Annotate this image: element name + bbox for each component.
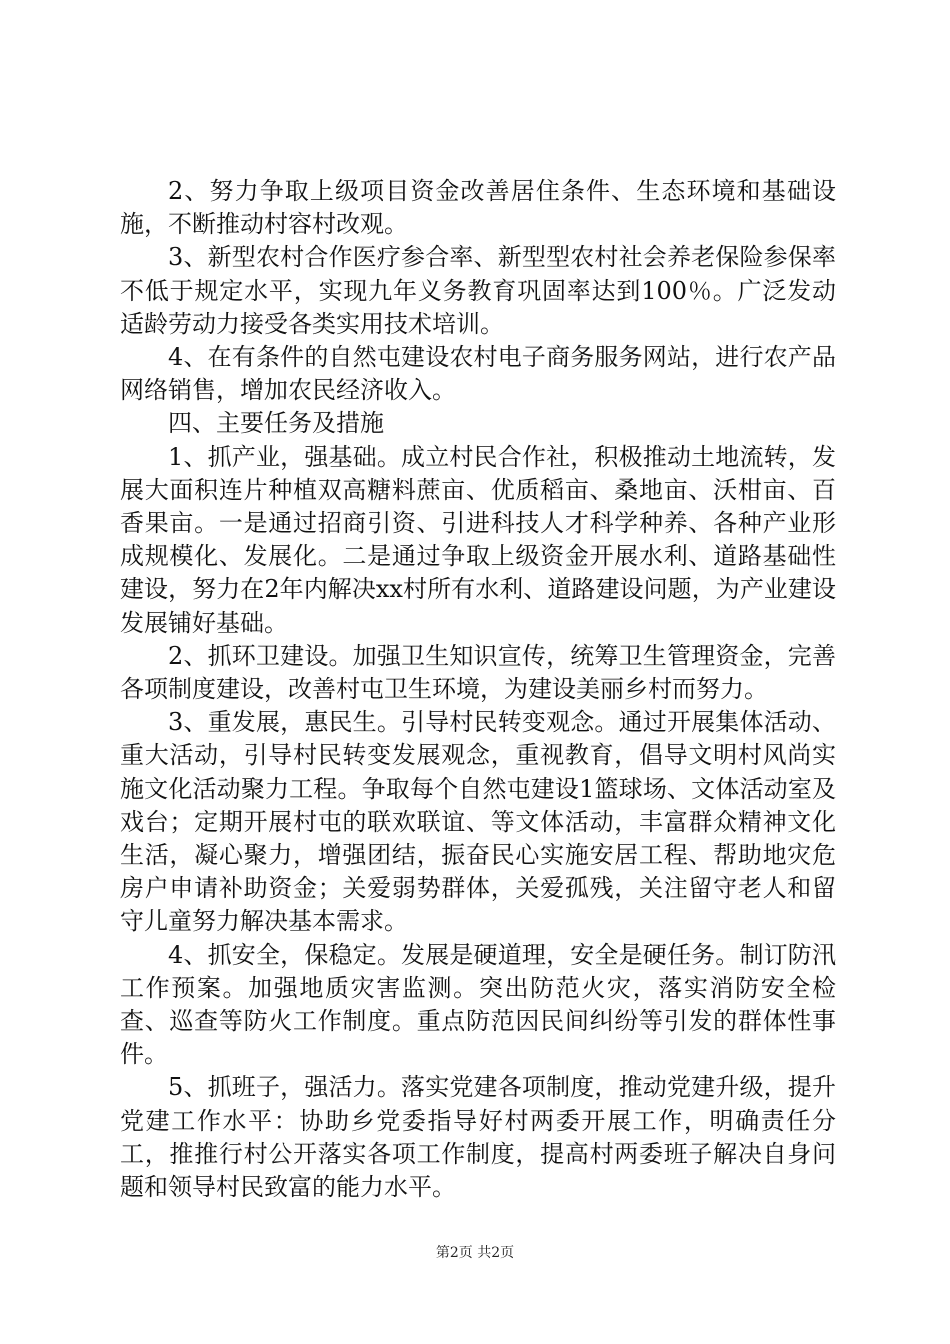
paragraph-task-2: 2、抓环卫建设。加强卫生知识宣传，统筹卫生管理资金，完善各项制度建设，改善村屯卫生环境，为建设美丽乡村而努力。 <box>120 641 836 704</box>
document-body <box>120 175 836 1204</box>
paragraph-task-4: 4、抓安全，保稳定。发展是硬道理，安全是硬任务。制订防汛工作预案。加强地质灾害监测。突出防范火灾，落实消防安全检查、巡查等防火工作制度。重点防范因民间纠纷等引发的群体性事件。 <box>120 940 836 1069</box>
paragraph-task-5: 5、抓班子，强活力。落实党建各项制度，推动党建升级，提升党建工作水平：协助乡党委指导好村两委开展工作，明确责任分工，推推行村公开落实各项工作制度，提高村两委班子解决自身问题和领导村民致富的能力水平。 <box>120 1073 836 1202</box>
paragraph-task-1: 1、抓产业，强基础。成立村民合作社，积极推动土地流转，发展大面积连片种植双高糖料蔗亩、优质稻亩、桑地亩、沃柑亩、百香果亩。一是通过招商引资、引进科技人才科学种养、各种产业形成规模化、发展化。二是通过争取上级资金开展水利、道路基础性建设，努力在2年内解决xx村所有水利、道路建设问题，为产业建设发展铺好基础。 <box>120 442 836 637</box>
paragraph-goal-4: 4、在有条件的自然屯建设农村电子商务服务网站，进行农产品网络销售，增加农民经济收入。 <box>120 343 836 405</box>
paragraph-goal-2: 2、努力争取上级项目资金改善居住条件、生态环境和基础设施，不断推动村容村改观。 <box>120 177 836 239</box>
paragraph-goal-3: 3、新型农村合作医疗参合率、新型型农村社会养老保险参保率不低于规定水平，实现九年义务教育巩固率达到100％。广泛发动适龄劳动力接受各类实用技术培训。 <box>120 243 836 338</box>
paragraph-task-3: 3、重发展，惠民生。引导村民转变观念。通过开展集体活动、重大活动，引导村民转变发展观念，重视教育，倡导文明村风尚实施文化活动聚力工程。争取每个自然屯建设1篮球场、文体活动室及戏台；定期开展村屯的联欢联谊、等文体活动，丰富群众精神文化生活，凝心聚力，增强团结，振奋民心实施安居工程、帮助地灾危房户申请补助资金；关爱弱势群体，关爱孤残，关注留守老人和留守儿童努力解决基本需求。 <box>120 708 836 936</box>
page-footer: 第2页 共2页 <box>435 1245 515 1261</box>
section-heading: 四、主要任务及措施 <box>168 409 384 438</box>
